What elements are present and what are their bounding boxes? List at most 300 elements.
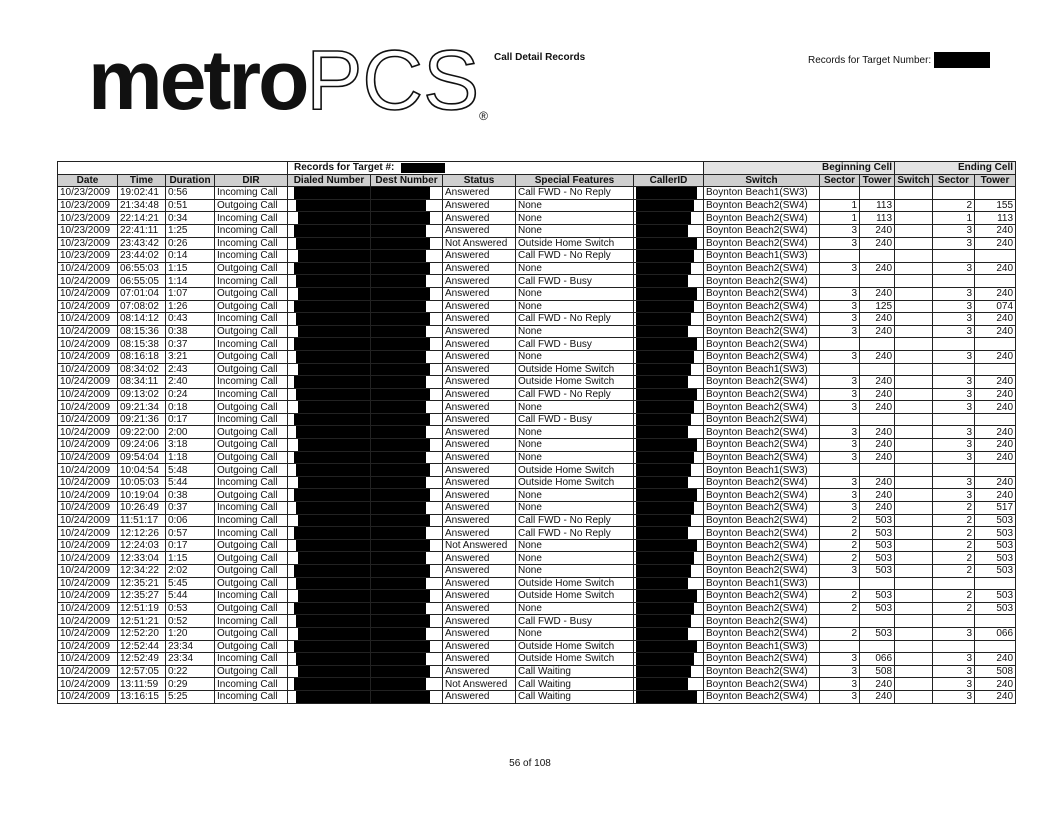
redaction-bar xyxy=(294,263,370,275)
redaction-bar xyxy=(636,439,697,451)
cell-dialed-number xyxy=(288,287,371,300)
redaction-bar xyxy=(636,565,691,577)
redaction-bar xyxy=(636,426,688,438)
logo-pcs: PCS xyxy=(306,33,480,127)
redaction-bar xyxy=(298,288,370,300)
table-row xyxy=(58,300,1016,313)
cell-dest-number xyxy=(371,313,443,326)
cell-dialed-number xyxy=(288,464,371,477)
redaction-bar xyxy=(371,225,426,237)
cell-end-tower xyxy=(975,640,1016,653)
cell-duration: 0:24 xyxy=(166,388,215,401)
cell-time: 09:54:04 xyxy=(118,451,166,464)
cell-status: Answered xyxy=(443,250,516,263)
cell-status: Answered xyxy=(443,401,516,414)
cell-dest-number xyxy=(371,502,443,515)
cell-begin-tower: 503 xyxy=(860,514,895,527)
cell-dialed-number xyxy=(288,413,371,426)
cell-caller-id xyxy=(634,388,704,401)
cell-end-tower xyxy=(975,577,1016,590)
cell-end-switch xyxy=(895,690,933,703)
cell-date: 10/23/2009 xyxy=(58,237,118,250)
redaction-bar xyxy=(636,578,688,590)
cell-end-tower: 508 xyxy=(975,665,1016,678)
redaction-bar xyxy=(636,691,697,703)
cell-duration: 1:20 xyxy=(166,627,215,640)
cell-begin-switch: Boynton Beach2(SW4) xyxy=(704,678,820,691)
cell-time: 12:52:44 xyxy=(118,640,166,653)
cell-end-sector: 3 xyxy=(933,262,975,275)
col-special-features: Special Features xyxy=(516,174,634,187)
cell-status: Answered xyxy=(443,690,516,703)
cell-dest-number xyxy=(371,476,443,489)
cell-status: Not Answered xyxy=(443,237,516,250)
cell-end-sector: 3 xyxy=(933,489,975,502)
cell-begin-tower: 503 xyxy=(860,627,895,640)
cell-end-switch xyxy=(895,451,933,464)
cell-begin-sector xyxy=(820,615,860,628)
cell-begin-sector: 3 xyxy=(820,224,860,237)
cell-end-sector: 2 xyxy=(933,514,975,527)
redaction-bar xyxy=(298,515,370,527)
cell-dialed-number xyxy=(288,690,371,703)
cell-time: 11:51:17 xyxy=(118,514,166,527)
cell-duration: 0:06 xyxy=(166,514,215,527)
cell-end-sector xyxy=(933,250,975,263)
redaction-bar xyxy=(371,691,430,703)
cell-end-switch xyxy=(895,313,933,326)
cell-begin-sector xyxy=(820,187,860,200)
cell-dest-number xyxy=(371,464,443,477)
cell-special-features: None xyxy=(516,199,634,212)
cell-caller-id xyxy=(634,401,704,414)
cell-begin-switch: Boynton Beach2(SW4) xyxy=(704,665,820,678)
cell-special-features: None xyxy=(516,401,634,414)
cell-end-tower: 503 xyxy=(975,565,1016,578)
redaction-bar xyxy=(371,464,430,476)
cell-duration: 3:21 xyxy=(166,350,215,363)
cell-begin-switch: Boynton Beach2(SW4) xyxy=(704,690,820,703)
redaction-bar xyxy=(636,225,688,237)
redaction-bar xyxy=(294,225,370,237)
table-row xyxy=(58,653,1016,666)
cell-time: 19:02:41 xyxy=(118,187,166,200)
redaction-bar xyxy=(294,452,370,464)
cell-begin-switch: Boynton Beach2(SW4) xyxy=(704,224,820,237)
cell-special-features: None xyxy=(516,262,634,275)
cell-time: 12:52:49 xyxy=(118,653,166,666)
cell-dir: Incoming Call xyxy=(215,338,288,351)
cell-special-features: None xyxy=(516,350,634,363)
col-end-switch: Switch xyxy=(895,174,933,187)
cell-dir: Outgoing Call xyxy=(215,262,288,275)
redaction-bar xyxy=(298,212,370,224)
cell-end-tower: 240 xyxy=(975,376,1016,389)
cell-special-features: Outside Home Switch xyxy=(516,464,634,477)
cell-begin-sector xyxy=(820,464,860,477)
redaction-bar xyxy=(371,351,426,363)
cell-dialed-number xyxy=(288,237,371,250)
cell-dialed-number xyxy=(288,338,371,351)
cell-begin-tower: 113 xyxy=(860,199,895,212)
redaction-bar xyxy=(371,477,426,489)
cell-end-tower: 155 xyxy=(975,199,1016,212)
cell-begin-sector: 3 xyxy=(820,690,860,703)
cell-end-tower xyxy=(975,363,1016,376)
cell-special-features: None xyxy=(516,602,634,615)
cell-begin-switch: Boynton Beach2(SW4) xyxy=(704,401,820,414)
cell-dialed-number xyxy=(288,325,371,338)
cell-dialed-number xyxy=(288,250,371,263)
cell-end-sector: 2 xyxy=(933,527,975,540)
cell-end-switch xyxy=(895,502,933,515)
col-end-tower: Tower xyxy=(975,174,1016,187)
cell-begin-switch: Boynton Beach2(SW4) xyxy=(704,413,820,426)
cell-status: Answered xyxy=(443,388,516,401)
cell-end-sector: 3 xyxy=(933,325,975,338)
cell-duration: 23:34 xyxy=(166,653,215,666)
cell-special-features: Outside Home Switch xyxy=(516,476,634,489)
cell-date: 10/23/2009 xyxy=(58,187,118,200)
cell-special-features: Call FWD - Busy xyxy=(516,275,634,288)
cell-dialed-number xyxy=(288,300,371,313)
cell-dir: Outgoing Call xyxy=(215,539,288,552)
col-caller-id: CallerID xyxy=(634,174,704,187)
redaction-bar xyxy=(371,301,426,313)
cell-end-tower: 240 xyxy=(975,388,1016,401)
redaction-bar xyxy=(298,364,370,376)
cell-begin-switch: Boynton Beach2(SW4) xyxy=(704,602,820,615)
cell-end-switch xyxy=(895,338,933,351)
cell-dir: Incoming Call xyxy=(215,690,288,703)
call-records-table xyxy=(57,161,1016,704)
cell-caller-id xyxy=(634,627,704,640)
cell-end-sector xyxy=(933,464,975,477)
cell-time: 12:35:21 xyxy=(118,577,166,590)
table-row xyxy=(58,565,1016,578)
redaction-bar xyxy=(371,439,430,451)
redaction-bar xyxy=(296,464,370,476)
cell-dialed-number xyxy=(288,199,371,212)
cell-end-tower xyxy=(975,413,1016,426)
col-end-sector: Sector xyxy=(933,174,975,187)
cell-dir: Outgoing Call xyxy=(215,439,288,452)
cell-special-features: None xyxy=(516,552,634,565)
cell-end-switch xyxy=(895,199,933,212)
cell-time: 22:41:11 xyxy=(118,224,166,237)
redaction-bar xyxy=(636,212,691,224)
cell-date: 10/24/2009 xyxy=(58,502,118,515)
cell-begin-switch: Boynton Beach2(SW4) xyxy=(704,300,820,313)
cell-date: 10/23/2009 xyxy=(58,250,118,263)
cell-end-switch xyxy=(895,388,933,401)
cell-duration: 0:18 xyxy=(166,401,215,414)
redaction-bar xyxy=(636,552,694,564)
cell-status: Answered xyxy=(443,363,516,376)
cell-status: Answered xyxy=(443,590,516,603)
cell-end-switch xyxy=(895,262,933,275)
cell-end-switch xyxy=(895,413,933,426)
cell-end-switch xyxy=(895,590,933,603)
cell-dest-number xyxy=(371,325,443,338)
cell-begin-switch: Boynton Beach2(SW4) xyxy=(704,325,820,338)
cell-time: 12:24:03 xyxy=(118,539,166,552)
cell-duration: 0:53 xyxy=(166,602,215,615)
cell-begin-tower xyxy=(860,640,895,653)
cell-caller-id xyxy=(634,376,704,389)
cell-begin-sector: 1 xyxy=(820,212,860,225)
cell-time: 09:21:34 xyxy=(118,401,166,414)
redaction-bar xyxy=(296,351,370,363)
cell-begin-switch: Boynton Beach2(SW4) xyxy=(704,552,820,565)
cell-status: Answered xyxy=(443,451,516,464)
redaction-bar xyxy=(636,389,697,401)
cell-dialed-number xyxy=(288,565,371,578)
cell-caller-id xyxy=(634,590,704,603)
cell-begin-switch: Boynton Beach2(SW4) xyxy=(704,590,820,603)
cell-dest-number xyxy=(371,640,443,653)
cell-date: 10/24/2009 xyxy=(58,640,118,653)
redaction-bar xyxy=(636,238,697,250)
cell-dialed-number xyxy=(288,678,371,691)
cell-status: Answered xyxy=(443,212,516,225)
cell-duration: 0:38 xyxy=(166,489,215,502)
cell-end-switch xyxy=(895,363,933,376)
cell-begin-tower: 125 xyxy=(860,300,895,313)
cell-duration: 0:17 xyxy=(166,539,215,552)
redaction-bar xyxy=(636,477,688,489)
cell-begin-tower: 240 xyxy=(860,476,895,489)
cell-end-sector: 2 xyxy=(933,590,975,603)
cell-date: 10/24/2009 xyxy=(58,577,118,590)
cell-time: 08:34:11 xyxy=(118,376,166,389)
redaction-bar xyxy=(294,489,370,501)
cell-end-switch xyxy=(895,527,933,540)
cell-time: 06:55:03 xyxy=(118,262,166,275)
cell-status: Answered xyxy=(443,602,516,615)
cell-begin-tower: 503 xyxy=(860,539,895,552)
cell-begin-sector: 3 xyxy=(820,262,860,275)
cell-status: Answered xyxy=(443,527,516,540)
redaction-bar xyxy=(636,313,691,325)
cell-dialed-number xyxy=(288,627,371,640)
cell-begin-tower xyxy=(860,615,895,628)
redaction-bar xyxy=(371,641,430,653)
redaction-bar xyxy=(296,578,370,590)
cell-dest-number xyxy=(371,413,443,426)
cell-end-tower: 517 xyxy=(975,502,1016,515)
cell-end-switch xyxy=(895,565,933,578)
cell-end-sector xyxy=(933,363,975,376)
cell-end-switch xyxy=(895,212,933,225)
cell-end-sector xyxy=(933,577,975,590)
cell-end-sector xyxy=(933,338,975,351)
cell-caller-id xyxy=(634,690,704,703)
cell-special-features: None xyxy=(516,502,634,515)
cell-begin-tower xyxy=(860,275,895,288)
cell-dialed-number xyxy=(288,476,371,489)
cell-begin-tower: 503 xyxy=(860,565,895,578)
cell-end-sector xyxy=(933,640,975,653)
cell-dialed-number xyxy=(288,539,371,552)
cell-dest-number xyxy=(371,539,443,552)
redaction-bar xyxy=(636,376,688,388)
redaction-bar xyxy=(636,540,697,552)
cell-caller-id xyxy=(634,602,704,615)
cell-end-switch xyxy=(895,275,933,288)
cell-dest-number xyxy=(371,237,443,250)
cell-dialed-number xyxy=(288,363,371,376)
cell-begin-tower: 240 xyxy=(860,426,895,439)
cell-time: 07:01:04 xyxy=(118,287,166,300)
cell-caller-id xyxy=(634,539,704,552)
target-number-header xyxy=(808,52,990,68)
cell-caller-id xyxy=(634,187,704,200)
table-row xyxy=(58,401,1016,414)
cell-caller-id xyxy=(634,489,704,502)
cell-time: 23:44:02 xyxy=(118,250,166,263)
cell-end-sector: 3 xyxy=(933,426,975,439)
cell-time: 13:11:59 xyxy=(118,678,166,691)
cell-begin-switch: Boynton Beach2(SW4) xyxy=(704,426,820,439)
cell-caller-id xyxy=(634,514,704,527)
cell-begin-sector: 1 xyxy=(820,199,860,212)
redaction-bar xyxy=(371,628,426,640)
table-row xyxy=(58,262,1016,275)
cell-begin-switch: Boynton Beach1(SW3) xyxy=(704,577,820,590)
cell-status: Answered xyxy=(443,187,516,200)
cell-special-features: None xyxy=(516,565,634,578)
cell-time: 10:04:54 xyxy=(118,464,166,477)
cell-status: Not Answered xyxy=(443,678,516,691)
redaction-bar xyxy=(636,301,694,313)
cell-caller-id xyxy=(634,199,704,212)
cell-begin-sector: 3 xyxy=(820,502,860,515)
cell-end-sector: 3 xyxy=(933,300,975,313)
cell-dialed-number xyxy=(288,502,371,515)
cell-end-tower: 240 xyxy=(975,489,1016,502)
cell-special-features: None xyxy=(516,426,634,439)
cell-caller-id xyxy=(634,250,704,263)
cell-dest-number xyxy=(371,627,443,640)
cell-dest-number xyxy=(371,199,443,212)
cell-special-features: Call FWD - No Reply xyxy=(516,527,634,540)
cell-end-tower: 503 xyxy=(975,527,1016,540)
cell-special-features: Call FWD - No Reply xyxy=(516,313,634,326)
cell-caller-id xyxy=(634,439,704,452)
cell-special-features: None xyxy=(516,539,634,552)
cell-date: 10/24/2009 xyxy=(58,376,118,389)
cell-status: Answered xyxy=(443,476,516,489)
redacted-target xyxy=(401,163,445,173)
cell-end-sector xyxy=(933,615,975,628)
cell-date: 10/24/2009 xyxy=(58,401,118,414)
cell-end-tower xyxy=(975,275,1016,288)
cell-date: 10/24/2009 xyxy=(58,262,118,275)
cell-begin-switch: Boynton Beach2(SW4) xyxy=(704,313,820,326)
redaction-bar xyxy=(296,389,370,401)
redaction-bar xyxy=(371,502,426,514)
cell-begin-tower: 240 xyxy=(860,439,895,452)
cell-special-features: Call FWD - Busy xyxy=(516,615,634,628)
redaction-bar xyxy=(298,590,370,602)
records-body xyxy=(58,187,1016,703)
cell-status: Answered xyxy=(443,464,516,477)
cell-caller-id xyxy=(634,464,704,477)
cell-dir: Outgoing Call xyxy=(215,325,288,338)
cell-time: 12:12:26 xyxy=(118,527,166,540)
cell-special-features: Call FWD - No Reply xyxy=(516,250,634,263)
cell-end-sector: 2 xyxy=(933,539,975,552)
cell-duration: 0:22 xyxy=(166,665,215,678)
redaction-bar xyxy=(636,351,694,363)
cell-begin-sector: 2 xyxy=(820,514,860,527)
cell-time: 08:16:18 xyxy=(118,350,166,363)
cell-caller-id xyxy=(634,287,704,300)
cell-end-sector: 3 xyxy=(933,678,975,691)
cell-dialed-number xyxy=(288,275,371,288)
cell-end-tower: 503 xyxy=(975,602,1016,615)
cell-dir: Incoming Call xyxy=(215,237,288,250)
redaction-bar xyxy=(371,666,430,678)
cell-end-switch xyxy=(895,615,933,628)
col-date: Date xyxy=(58,174,118,187)
redaction-bar xyxy=(294,603,370,615)
cell-dir: Incoming Call xyxy=(215,678,288,691)
cell-dest-number xyxy=(371,212,443,225)
cell-begin-switch: Boynton Beach1(SW3) xyxy=(704,187,820,200)
cell-end-sector: 3 xyxy=(933,313,975,326)
cell-dir: Outgoing Call xyxy=(215,199,288,212)
cell-dir: Outgoing Call xyxy=(215,300,288,313)
cell-date: 10/24/2009 xyxy=(58,388,118,401)
cell-time: 10:26:49 xyxy=(118,502,166,515)
cell-special-features: None xyxy=(516,627,634,640)
redaction-bar xyxy=(296,540,370,552)
cell-duration: 1:25 xyxy=(166,224,215,237)
cell-begin-sector xyxy=(820,250,860,263)
cell-dest-number xyxy=(371,388,443,401)
redaction-bar xyxy=(371,275,426,287)
cell-dir: Outgoing Call xyxy=(215,489,288,502)
table-row xyxy=(58,199,1016,212)
redaction-bar xyxy=(296,313,370,325)
cell-end-switch xyxy=(895,426,933,439)
redaction-bar xyxy=(636,678,688,690)
table-row xyxy=(58,539,1016,552)
cell-end-tower: 240 xyxy=(975,224,1016,237)
cell-special-features: Call Waiting xyxy=(516,690,634,703)
redaction-bar xyxy=(371,578,426,590)
redaction-bar xyxy=(636,527,688,539)
redaction-bar xyxy=(636,489,697,501)
cell-special-features: Outside Home Switch xyxy=(516,653,634,666)
table-row xyxy=(58,350,1016,363)
cell-end-sector: 2 xyxy=(933,502,975,515)
cell-end-switch xyxy=(895,224,933,237)
cell-status: Answered xyxy=(443,199,516,212)
redaction-bar xyxy=(371,452,426,464)
cell-duration: 1:18 xyxy=(166,451,215,464)
cell-begin-tower xyxy=(860,187,895,200)
cell-duration: 0:29 xyxy=(166,678,215,691)
col-dir: DIR xyxy=(215,174,288,187)
cell-special-features: None xyxy=(516,300,634,313)
table-row xyxy=(58,313,1016,326)
cell-duration: 2:02 xyxy=(166,565,215,578)
cell-dest-number xyxy=(371,338,443,351)
cell-end-sector: 3 xyxy=(933,439,975,452)
